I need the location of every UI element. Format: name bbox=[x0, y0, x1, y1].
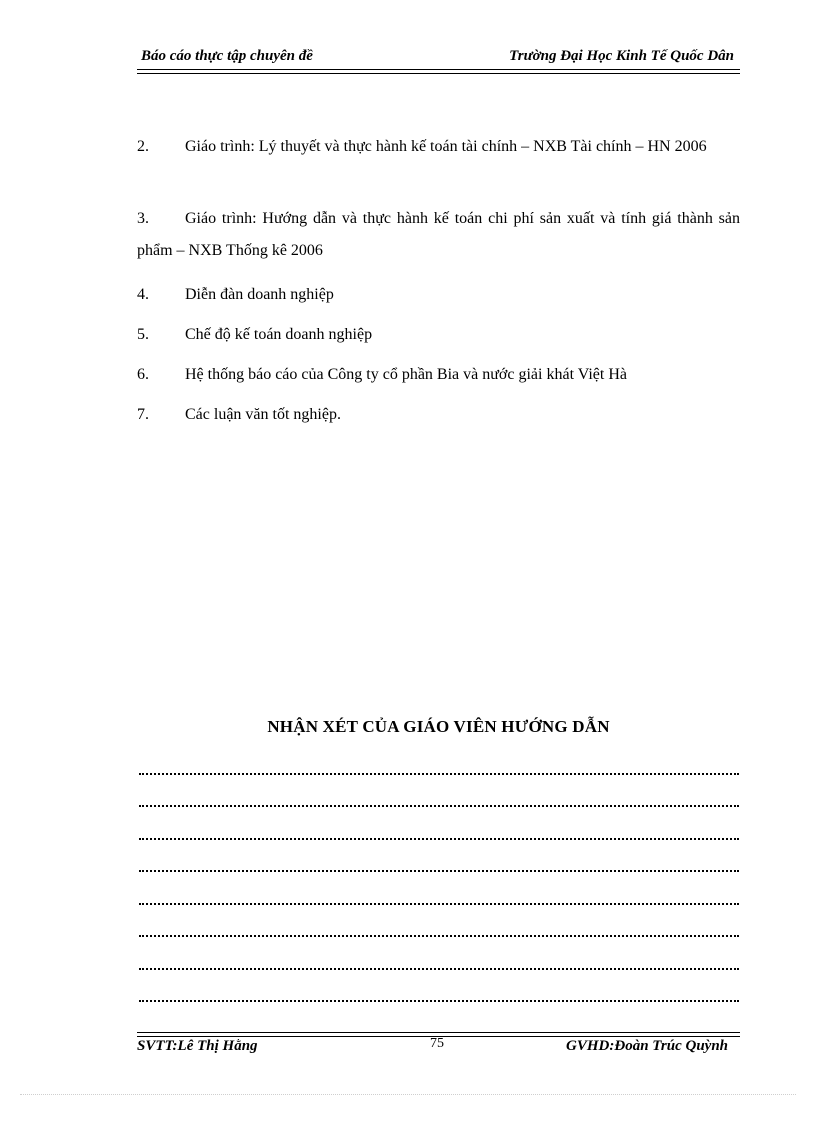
reference-item bbox=[137, 363, 740, 403]
reference-text: Các luận văn tốt nghiệp. bbox=[185, 406, 341, 423]
footer-teacher-name: GVHD:Đoàn Trúc Quỳnh bbox=[566, 1038, 728, 1054]
reference-number: 5. bbox=[137, 326, 149, 343]
reference-item bbox=[137, 203, 740, 283]
reference-number: 2. bbox=[137, 138, 149, 155]
comment-blank-line bbox=[139, 968, 739, 970]
reference-number: 4. bbox=[137, 286, 149, 303]
comment-blank-line bbox=[139, 805, 739, 807]
page-footer bbox=[137, 1036, 740, 1058]
comment-blank-line bbox=[139, 773, 739, 775]
reference-text: Diễn đàn doanh nghiệp bbox=[185, 286, 334, 303]
reference-text: Giáo trình: Lý thuyết và thực hành kế toán tài chính – NXB Tài chính – HN 2006 bbox=[185, 138, 707, 155]
reference-list bbox=[137, 131, 740, 443]
reference-text: Hệ thống báo cáo của Công ty cổ phần Bia và nước giải khát Việt Hà bbox=[185, 366, 627, 383]
footer-student-name: SVTT:Lê Thị Hằng bbox=[137, 1038, 258, 1054]
reference-number: 7. bbox=[137, 406, 149, 423]
reference-item bbox=[137, 283, 740, 323]
header-university-name: Trường Đại Học Kinh Tế Quốc Dân bbox=[509, 48, 734, 64]
comments-section-title: NHẬN XÉT CỦA GIÁO VIÊN HƯỚNG DẪN bbox=[267, 717, 610, 736]
reference-text: Giáo trình: Hướng dẫn và thực hành kế toán chi phí sản xuất và tính giá thành sản phẩm – NXB Thống kê 2006 bbox=[137, 210, 740, 259]
reference-number: 6. bbox=[137, 366, 149, 383]
comment-blank-line bbox=[139, 935, 739, 937]
page-header bbox=[137, 46, 740, 66]
header-divider bbox=[137, 69, 740, 74]
reference-item bbox=[137, 403, 740, 443]
page-bottom-border bbox=[20, 1094, 796, 1095]
reference-text: Chế độ kế toán doanh nghiệp bbox=[185, 326, 373, 343]
comment-blank-line bbox=[139, 870, 739, 872]
header-report-title: Báo cáo thực tập chuyên đề bbox=[141, 48, 313, 64]
page-number: 75 bbox=[430, 1036, 444, 1051]
comment-blank-line bbox=[139, 838, 739, 840]
comment-blank-line bbox=[139, 903, 739, 905]
comment-blank-line bbox=[139, 1000, 739, 1002]
reference-number: 3. bbox=[137, 210, 149, 227]
reference-item bbox=[137, 131, 740, 203]
reference-item bbox=[137, 323, 740, 363]
